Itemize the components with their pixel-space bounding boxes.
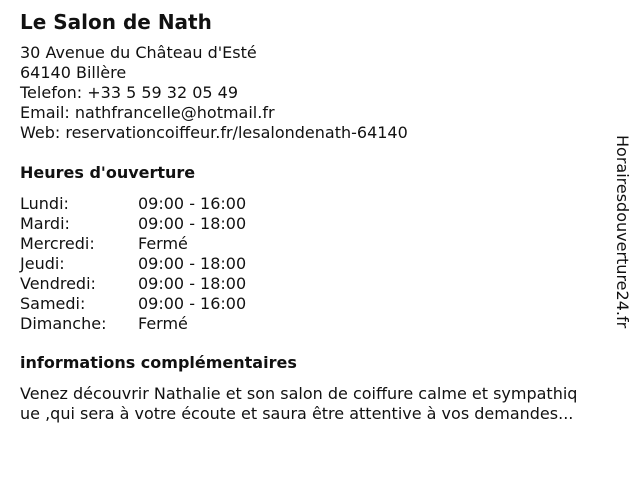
time-value: 09:00 - 16:00: [138, 194, 247, 213]
opening-hours-heading: Heures d'ouverture: [20, 163, 196, 182]
day-label: Lundi:: [20, 194, 69, 213]
time-value: 09:00 - 18:00: [138, 254, 247, 273]
time-value: 09:00 - 18:00: [138, 214, 247, 233]
info-line-1: Venez découvrir Nathalie et son salon de coiffure calme et sympathiq: [20, 384, 578, 403]
time-value: Fermé: [138, 314, 188, 333]
side-brand-watermark: [612, 135, 634, 345]
side-brand-text: Horairesdouverture24.fr: [613, 135, 632, 329]
address-city: 64140 Billère: [20, 63, 127, 82]
time-value: 09:00 - 16:00: [138, 294, 247, 313]
phone-line: Telefon: +33 5 59 32 05 49: [20, 83, 239, 102]
info-line-2: ue ,qui sera à votre écoute et saura être attentive à vos demandes...: [20, 404, 574, 423]
additional-info-heading: informations complémentaires: [20, 353, 297, 372]
day-label: Vendredi:: [20, 274, 96, 293]
day-label: Samedi:: [20, 294, 86, 313]
day-label: Mercredi:: [20, 234, 95, 253]
website-line: Web: reservationcoiffeur.fr/lesalondenath-64140: [20, 123, 408, 142]
email-line: Email: nathfrancelle@hotmail.fr: [20, 103, 275, 122]
time-value: Fermé: [138, 234, 188, 253]
contact-block: [20, 43, 408, 143]
address-street: 30 Avenue du Château d'Esté: [20, 43, 257, 62]
day-label: Mardi:: [20, 214, 70, 233]
day-label: Dimanche:: [20, 314, 107, 333]
day-label: Jeudi:: [20, 254, 65, 273]
time-value: 09:00 - 18:00: [138, 274, 247, 293]
additional-info-text: [20, 384, 620, 424]
business-title: Le Salon de Nath: [20, 10, 212, 34]
